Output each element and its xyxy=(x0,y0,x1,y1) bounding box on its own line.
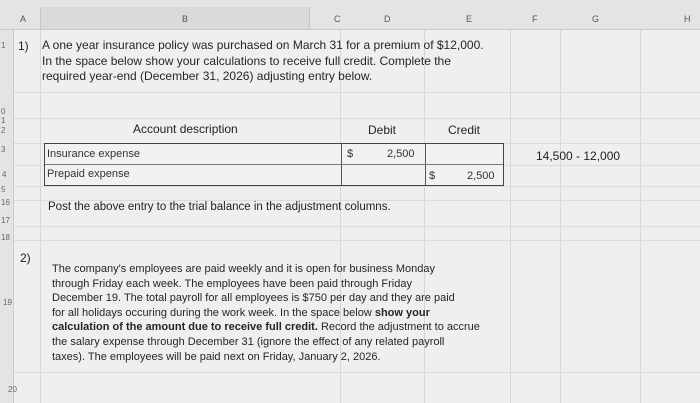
gridline xyxy=(14,226,700,227)
row-header[interactable]: 19 xyxy=(3,298,12,307)
account-cell[interactable]: Prepaid expense xyxy=(47,168,130,180)
emphasis-text: calculation of the amount due to receive full credit. xyxy=(52,321,318,334)
problem-2-line: December 19. The total payroll for all employees is $750 per day and they are paid xyxy=(52,292,455,305)
row-header[interactable]: 20 xyxy=(8,385,17,394)
gridline xyxy=(14,240,700,241)
problem-1-line: In the space below show your calculations to receive full credit. Complete the xyxy=(42,53,451,68)
row-header[interactable]: 1 xyxy=(1,41,6,50)
column-header-d[interactable]: D xyxy=(384,14,391,24)
table-header-credit: Credit xyxy=(448,123,481,137)
problem-2-line xyxy=(52,306,512,321)
problem-2-line: through Friday each week. The employees have been paid through Friday xyxy=(52,277,412,290)
emphasis-text: show your xyxy=(374,306,430,319)
problem-1-text xyxy=(42,38,522,85)
problem-1-label: 1) xyxy=(18,39,29,53)
problem-2-line-part: Record the adjustment to accrue xyxy=(317,321,480,334)
problem-2-label: 2) xyxy=(20,251,31,265)
column-header-a[interactable]: A xyxy=(20,14,27,24)
column-header-g[interactable]: G xyxy=(592,14,600,24)
problem-2-line xyxy=(52,320,512,335)
gridline xyxy=(14,118,700,119)
problem-2-line: The company's employees are paid weekly and it is open for business Monday xyxy=(52,263,436,275)
column-header-c[interactable]: C xyxy=(334,14,341,24)
table-header-account-description: Account description xyxy=(133,122,238,136)
account-cell[interactable]: Insurance expense xyxy=(47,148,140,160)
problem-1-line: required year-end (December 31, 2026) adjusting entry below. xyxy=(42,69,373,83)
row-header[interactable]: 3 xyxy=(1,145,6,154)
gridline xyxy=(40,30,41,403)
post-entry-note: Post the above entry to the trial balance in the adjustment columns. xyxy=(48,201,391,213)
column-header-f[interactable]: F xyxy=(532,14,538,24)
row-header[interactable]: 5 xyxy=(1,185,6,194)
column-header-h[interactable]: H xyxy=(684,14,691,24)
debit-currency-sign: $ xyxy=(347,148,354,160)
gridline xyxy=(14,372,700,373)
column-b-header-highlight xyxy=(40,7,310,29)
gridline xyxy=(14,186,700,187)
column-header-b[interactable]: B xyxy=(182,14,189,24)
table-header-debit: Debit xyxy=(368,123,397,137)
journal-entry-table xyxy=(44,143,504,186)
column-header-e[interactable]: E xyxy=(466,14,473,24)
gridline xyxy=(560,30,561,403)
row-header[interactable]: 0 xyxy=(1,107,6,116)
table-divider xyxy=(45,164,503,165)
row-header[interactable]: 4 xyxy=(2,170,7,179)
row-header[interactable]: 2 xyxy=(1,126,6,135)
problem-2-text xyxy=(52,262,512,364)
debit-cell[interactable]: 2,500 xyxy=(387,148,415,160)
row-header[interactable]: 16 xyxy=(1,198,10,207)
credit-cell[interactable]: 2,500 xyxy=(467,170,495,182)
gridline xyxy=(640,30,641,403)
row-header[interactable]: 1 xyxy=(1,116,6,125)
column-header-bar xyxy=(0,0,700,30)
gridline xyxy=(14,92,700,93)
row-header[interactable]: 17 xyxy=(1,216,10,225)
problem-2-line: the salary expense through December 31 (ignore the effect of any related payroll xyxy=(52,335,445,348)
credit-currency-sign: $ xyxy=(429,170,436,182)
problem-2-line-part: for all holidays occuring during the work week. In the space below xyxy=(52,306,375,319)
row-header-gutter xyxy=(0,30,14,403)
problem-1-line: A one year insurance policy was purchased on March 31 for a premium of $12,000. xyxy=(42,38,484,52)
side-calculation-cell[interactable]: 14,500 - 12,000 xyxy=(536,149,621,163)
row-header[interactable]: 18 xyxy=(1,233,10,242)
problem-2-line: taxes). The employees will be paid next on Friday, January 2, 2026. xyxy=(52,350,381,363)
